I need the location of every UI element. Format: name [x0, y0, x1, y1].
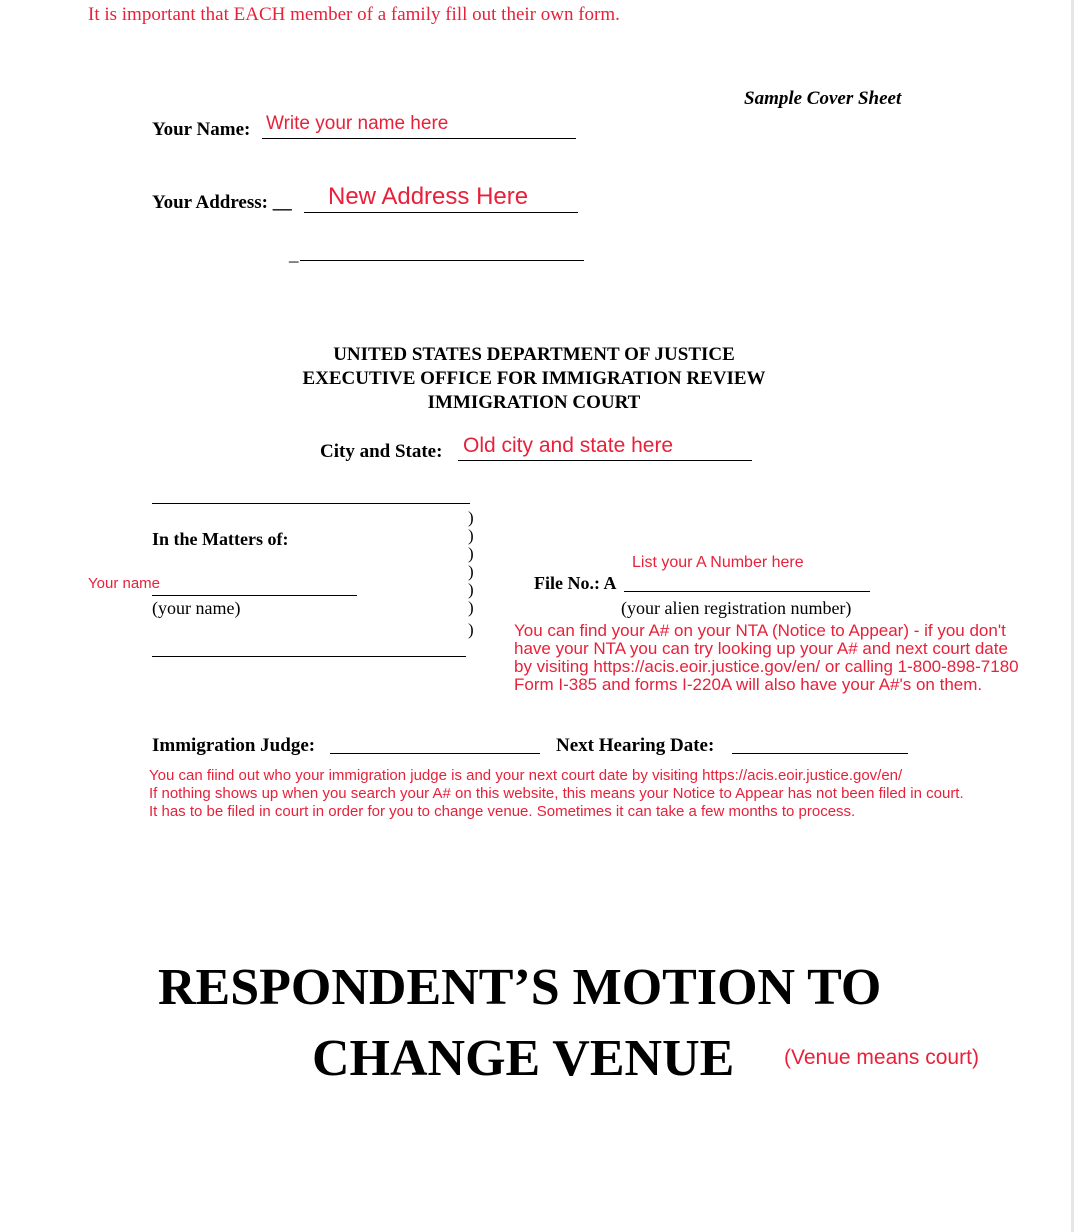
motion-title-line-1: RESPONDENT’S MOTION TO [158, 959, 882, 1016]
next-hearing-label: Next Hearing Date: [556, 735, 715, 756]
paren-5: ) [468, 580, 474, 599]
paren-3: ) [468, 544, 474, 563]
matters-top-line [152, 503, 470, 504]
paren-1: ) [468, 508, 474, 527]
file-no-help-line-4: Form I-385 and forms I-220A will also have your A#'s on them. [514, 675, 983, 694]
file-no-help-line-1: You can find your A# on your NTA (Notice to Appear) - if you don't [514, 621, 1006, 640]
judge-help-line-1: You can fiind out who your immigration judge is and your next court date by visiting https://acis.eoir.justice.gov/en/ [149, 767, 903, 784]
name-input-line[interactable] [262, 138, 576, 139]
paren-7: ) [468, 620, 474, 639]
agency-line-1: UNITED STATES DEPARTMENT OF JUSTICE [333, 344, 735, 365]
file-no-hint: List your A Number here [632, 554, 804, 571]
city-state-input-line[interactable] [458, 460, 752, 461]
cover-sheet-label: Sample Cover Sheet [744, 88, 902, 109]
address-input-line-2[interactable] [300, 260, 584, 261]
address-input-line-1[interactable] [304, 212, 578, 213]
matters-name-hint: Your name [88, 575, 160, 592]
judge-help-line-2: If nothing shows up when you search your A# on this website, this means your Notice to Appear has not been filed in court. [149, 785, 964, 802]
judge-help [149, 767, 964, 821]
next-hearing-input-line[interactable] [732, 753, 908, 754]
file-no-label: File No.: A [534, 573, 617, 593]
agency-line-3: IMMIGRATION COURT [427, 392, 641, 413]
motion-title-line-2: CHANGE VENUE [312, 1030, 735, 1087]
matters-bottom-line [152, 656, 466, 657]
file-no-input-line[interactable] [624, 591, 870, 592]
address-label: Your Address: __ [152, 192, 292, 213]
address-line-2-prefix: _ [289, 244, 299, 265]
paren-6: ) [468, 598, 474, 617]
name-label: Your Name: [152, 119, 251, 140]
address-hint: New Address Here [328, 183, 529, 210]
judge-label: Immigration Judge: [152, 735, 316, 756]
file-no-help [514, 622, 1019, 694]
paren-2: ) [468, 526, 474, 545]
file-no-help-line-2: have your NTA you can try looking up your A# and next court date [514, 639, 1008, 658]
file-no-help-line-3: by visiting https://acis.eoir.justice.gov/en/ or calling 1-800-898-7180 [514, 657, 1019, 676]
matters-label: In the Matters of: [152, 529, 289, 549]
judge-help-line-3: It has to be filed in court in order for you to change venue. Sometimes it can take a few months to process. [149, 803, 856, 820]
city-state-hint: Old city and state here [463, 434, 674, 457]
agency-line-2: EXECUTIVE OFFICE FOR IMMIGRATION REVIEW [302, 368, 766, 389]
name-hint: Write your name here [266, 113, 449, 134]
family-notice: It is important that EACH member of a family fill out their own form. [88, 4, 620, 25]
matters-name-line[interactable] [152, 595, 357, 596]
paren-4: ) [468, 562, 474, 581]
judge-input-line[interactable] [330, 753, 540, 754]
venue-note: (Venue means court) [784, 1046, 979, 1069]
file-no-caption: (your alien registration number) [621, 598, 852, 618]
city-state-label: City and State: [320, 441, 443, 462]
matters-name-caption: (your name) [152, 598, 241, 618]
